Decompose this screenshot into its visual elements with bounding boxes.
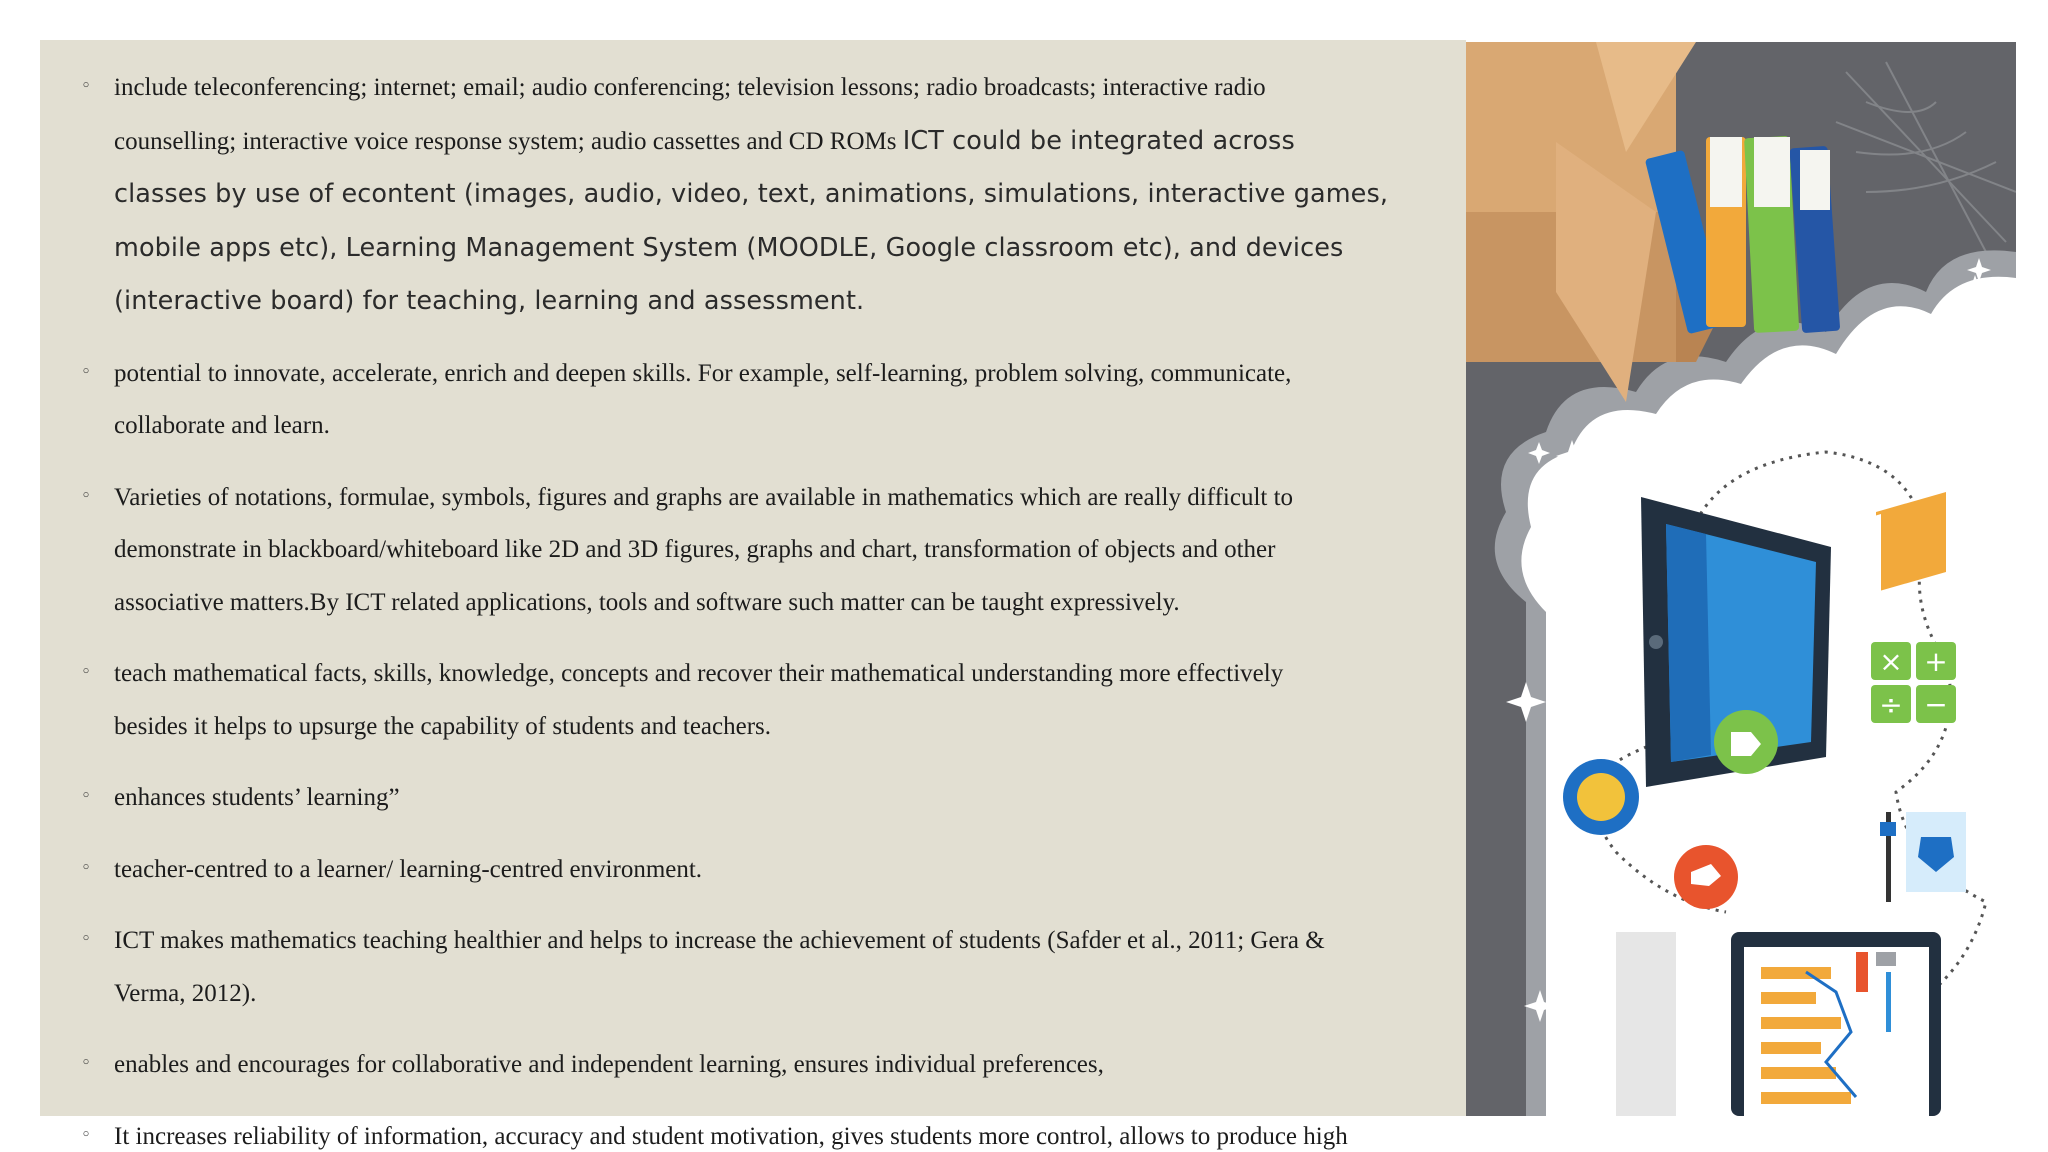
badge-icon <box>1563 759 1639 835</box>
bullet-line <box>114 844 1440 897</box>
bullet-text: Verma, 2012). <box>114 979 257 1007</box>
bullet-line <box>114 772 1440 825</box>
bullet-text: teacher-centred to a learner/ learning-centred environment. <box>114 855 703 883</box>
bullet-marker: ◦ <box>81 786 92 806</box>
bullet-line <box>114 115 1440 169</box>
bullet-line <box>114 1039 1440 1092</box>
bullet-line <box>114 275 1440 329</box>
bullet-line <box>114 648 1440 701</box>
bullet-item <box>40 915 1440 1020</box>
bullet-item <box>40 62 1440 329</box>
bullet-line <box>114 472 1440 525</box>
bullet-line <box>114 915 1440 968</box>
pointer-icon <box>1714 710 1778 774</box>
bullet-text: enables and encourages for collaborative and independent learning, ensures individual preferences, <box>114 1051 1104 1078</box>
bullet-item <box>40 348 1440 453</box>
decorative-illustration <box>1466 42 2016 1116</box>
bullet-line <box>114 1111 1440 1152</box>
bullet-item <box>40 1111 1440 1152</box>
svg-text:÷: ÷ <box>1879 688 1903 721</box>
bullet-text: enhances students’ learning” <box>114 784 400 811</box>
bullet-text: ICT makes mathematics teaching healthier and helps to increase the achievement of students (Safder et al., 2011; Gera & <box>114 927 1325 954</box>
bullet-text: collaborate and learn. <box>114 412 330 439</box>
bullet-text: potential to innovate, accelerate, enrich and deepen skills. For example, self-learning, problem solving, communicate, <box>114 359 1292 387</box>
bullet-marker: ◦ <box>81 1124 92 1145</box>
bullet-item <box>40 844 1440 897</box>
bullet-marker: ◦ <box>81 857 92 878</box>
svg-text:+: + <box>1924 645 1948 678</box>
bullet-line <box>114 524 1440 577</box>
bullet-marker: ◦ <box>81 361 92 382</box>
bullet-text: It increases reliability of information, accuracy and student motivation, gives students more control, allows to produce high <box>114 1122 1348 1150</box>
bullet-text: besides it helps to upsurge the capability of students and teachers. <box>114 712 772 740</box>
bullet-line <box>114 222 1440 276</box>
bullet-text-sans: (interactive board) for teaching, learning and assessment. <box>114 286 865 316</box>
bullet-text: teach mathematical facts, skills, knowledge, concepts and recover their mathematical understanding more effectively <box>114 660 1284 687</box>
bullet-text: counselling; interactive voice response system; audio cassettes and CD ROMs <box>114 127 903 155</box>
bullet-text-sans: mobile apps etc), Learning Management System (MOODLE, Google classroom etc), and devices <box>114 232 1344 263</box>
bullet-line <box>114 577 1440 630</box>
bullet-line <box>114 968 1440 1021</box>
svg-text:×: × <box>1879 645 1903 678</box>
bullet-line <box>114 400 1440 453</box>
bullet-marker: ◦ <box>81 929 92 949</box>
bullet-line <box>114 62 1440 115</box>
hand-icon <box>1674 845 1738 909</box>
bullet-text-sans: ICT could be integrated across <box>902 125 1295 156</box>
bullet-item <box>40 648 1440 753</box>
bullet-line <box>114 168 1440 222</box>
bullet-text-sans: classes by use of econtent (images, audio, video, text, animations, simulations, interactive games, <box>114 179 1389 209</box>
svg-text:−: − <box>1924 688 1948 721</box>
bullet-item <box>40 472 1440 630</box>
chart-board-icon <box>1616 932 1941 1116</box>
bullet-list <box>40 62 1440 1152</box>
bullet-text: demonstrate in blackboard/whiteboard like 2D and 3D figures, graphs and chart, transformation of objects and other <box>114 536 1276 563</box>
bullet-text: include teleconferencing; internet; email; audio conferencing; television lessons; radio broadcasts; interactive radio <box>114 74 1266 101</box>
bullet-text: Varieties of notations, formulae, symbols, figures and graphs are available in mathematics which are really difficult to <box>114 483 1294 511</box>
bullet-text: associative matters.By ICT related applications, tools and software such matter can be taught expressively. <box>114 588 1180 616</box>
bullet-line <box>114 701 1440 754</box>
bullet-line <box>114 348 1440 401</box>
bullet-marker: ◦ <box>81 485 92 506</box>
bullet-item <box>40 1039 1440 1092</box>
bullet-marker: ◦ <box>81 76 92 96</box>
bullet-item <box>40 772 1440 825</box>
bullet-marker: ◦ <box>81 662 92 682</box>
bullet-marker: ◦ <box>81 1053 92 1073</box>
